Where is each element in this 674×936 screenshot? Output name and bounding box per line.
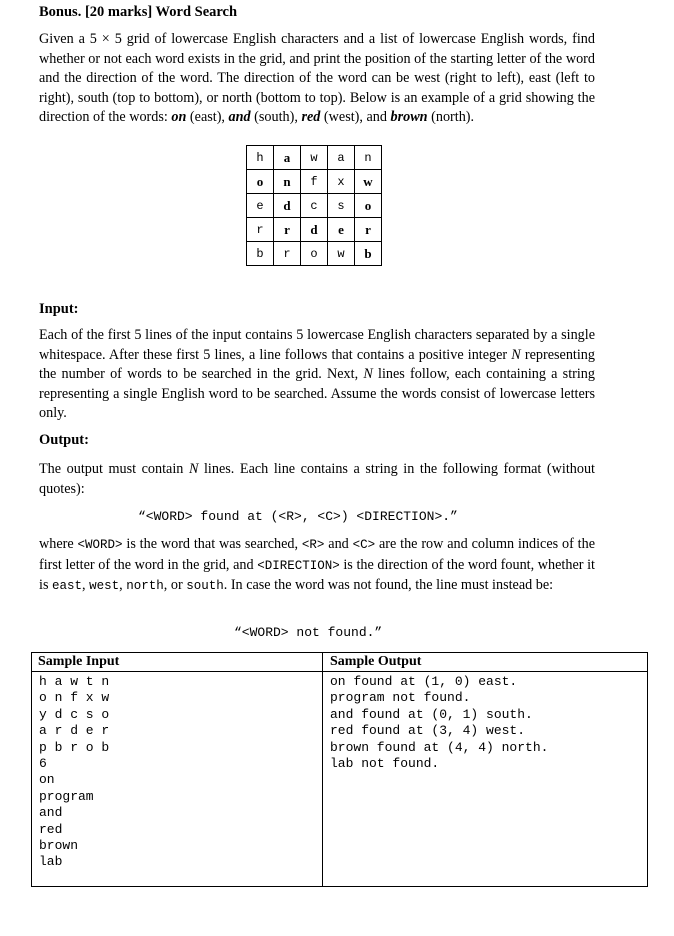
sample-column-divider: [322, 653, 323, 886]
sample-output-header: Sample Output: [330, 654, 422, 669]
sample-line: o n f x w: [39, 690, 110, 706]
output_text-run: N: [188, 461, 199, 477]
grid-cell: w: [301, 146, 328, 170]
input_text-run: Each of the first 5 lines of the input contains 5 lowercase English characters separated by a single whitespace. After these first 5 lines, a line follows that contains a positive integer: [39, 327, 595, 363]
not-found-format-line: “<WORD> not found.”: [234, 625, 383, 640]
found-format-line: “<WORD> found at (<R>, <C>) <DIRECTION>.”: [138, 509, 458, 524]
input-heading: Input:: [39, 301, 79, 317]
intro-paragraph: [39, 30, 595, 128]
sample-line: and: [39, 805, 63, 821]
where-paragraph: [39, 535, 595, 597]
intro-run: red: [301, 109, 321, 126]
grid-row: [247, 218, 382, 242]
sample-line: and found at (0, 1) south.: [330, 706, 533, 722]
input_text-run: representing the number of words to be searched in the grid. Next,: [39, 346, 595, 383]
intro-run: on: [171, 109, 187, 126]
grid-cell: a: [328, 146, 355, 170]
sample-line: on found at (1, 0) east.: [330, 674, 518, 689]
sample-line: brown: [39, 838, 79, 854]
sample-line: on: [39, 772, 55, 788]
grid-cell: w: [328, 242, 355, 266]
grid-cell: b: [247, 242, 274, 266]
where_text-run: <DIRECTION>: [257, 558, 340, 573]
output-description: [39, 460, 595, 499]
sample-line: program not found.: [330, 690, 471, 706]
where_text-run: ,: [119, 577, 127, 594]
input_text-run: N: [363, 366, 373, 383]
where_text-run: , or: [163, 577, 187, 594]
grid-cell: d: [274, 194, 301, 218]
where_text-run: is the direction of the word fount, whether it is: [39, 556, 595, 594]
where_text-run: <C>: [352, 538, 376, 552]
grid-cell: a: [274, 146, 301, 170]
grid-cell: o: [301, 242, 328, 266]
sample-line: a r d e r: [39, 723, 110, 739]
sample-line: brown found at (4, 4) north.: [330, 739, 549, 755]
where_text-run: south: [186, 579, 224, 594]
intro-run: (east),: [186, 109, 229, 126]
sample-line: 6: [39, 756, 47, 772]
where_text-run: are the row and column indices of the first letter of the word in the grid, and: [39, 536, 595, 573]
grid-cell: e: [328, 218, 355, 242]
intro-run: brown: [390, 109, 428, 126]
input_text-run: lines follow, each containing a string representing a single English word to be searched. Assume the words consist of lowercase letters only.: [39, 366, 595, 422]
input_text-run: N: [511, 346, 521, 363]
grid-row: [247, 194, 382, 218]
sample-line: h a w t n: [39, 674, 110, 689]
where_text-run: east: [52, 579, 83, 594]
intro-run: (west), and: [320, 109, 391, 126]
sample-line: program: [39, 788, 94, 804]
sample-line: red: [39, 821, 63, 837]
sample-input-lines: [39, 674, 109, 871]
grid-cell: r: [355, 218, 382, 242]
intro-run: Given a 5 × 5 grid of lowercase English characters and a list of lowercase English words, find whether or not each word exists in the grid, and print the position of the starting letter of the word and the direction of the word. The direction of the word can be west (right to left), east (left to right), south (top to bottom), or north (bottom to top). Below is an example of a grid showing the direction of the words:: [39, 31, 595, 126]
grid-cell: o: [355, 194, 382, 218]
grid-cell: h: [247, 146, 274, 170]
grid-cell: d: [301, 218, 328, 242]
sample-line: y d c s o: [39, 706, 110, 722]
grid-cell: c: [301, 194, 328, 218]
sample-table: [31, 652, 648, 887]
where_text-run: . In case the word was not found, the line must instead be:: [223, 577, 554, 594]
bonus-title: Bonus. [20 marks] Word Search: [39, 4, 238, 20]
grid-cell: e: [247, 194, 274, 218]
grid-row: [247, 146, 382, 170]
where_text-run: <WORD>: [77, 538, 123, 552]
grid-row: [247, 170, 382, 194]
example-grid: [246, 145, 382, 266]
grid-cell: f: [301, 170, 328, 194]
where_text-run: ,: [82, 577, 90, 594]
grid-cell: r: [274, 218, 301, 242]
grid-cell: x: [328, 170, 355, 194]
grid-cell: n: [274, 170, 301, 194]
grid-cell: r: [247, 218, 274, 242]
sample-input-header: Sample Input: [38, 654, 120, 669]
sample-line: red found at (3, 4) west.: [330, 723, 526, 739]
sample-line: lab not found.: [330, 756, 440, 772]
grid-cell: s: [328, 194, 355, 218]
intro-run: and: [228, 109, 251, 126]
sample-output-lines: [330, 674, 548, 772]
where_text-run: is the word that was searched,: [122, 536, 302, 552]
grid-cell: b: [355, 242, 382, 266]
where_text-run: and: [324, 536, 353, 552]
grid-cell: o: [247, 170, 274, 194]
sample-line: lab: [39, 854, 63, 870]
output_text-run: The output must contain: [39, 461, 189, 477]
grid-row: [247, 242, 382, 266]
output_text-run: lines. Each line contains a string in the following format (without quotes):: [39, 461, 595, 497]
where_text-run: north: [126, 579, 164, 594]
grid-cell: n: [355, 146, 382, 170]
sample-header-rule: [32, 671, 647, 672]
intro-run: (north).: [427, 109, 475, 126]
grid-cell: r: [274, 242, 301, 266]
where_text-run: where: [39, 536, 78, 552]
intro-run: (south),: [250, 109, 302, 126]
output-heading: Output:: [39, 432, 89, 448]
where_text-run: west: [89, 579, 120, 594]
grid-cell: w: [355, 170, 382, 194]
input-description: [39, 326, 595, 424]
where_text-run: <R>: [301, 538, 325, 552]
sample-line: p b r o b: [39, 739, 110, 755]
